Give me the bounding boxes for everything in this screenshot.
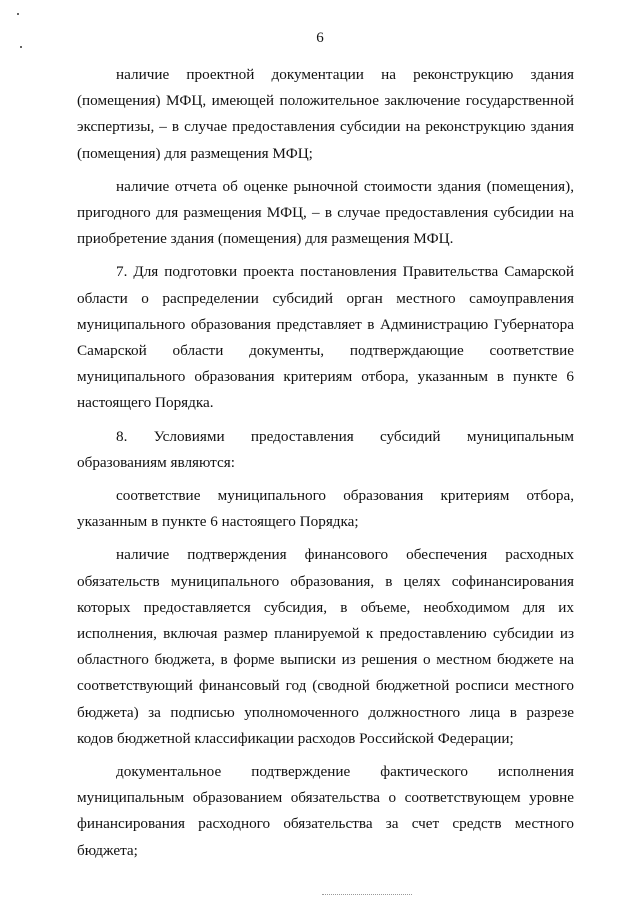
- paragraph-valuation-report: наличие отчета об оценке рыночной стоимости здания (помещения), пригодного для размещения МФЦ, – в случае предоставления субсидии на приобретение здания (помещения) для размещения МФЦ.: [77, 177, 574, 248]
- paragraph-item-8: 8. Условиями предоставления субсидий муниципальным образованиям являются:: [77, 427, 574, 471]
- scan-speck: [17, 13, 19, 15]
- paragraph-criteria-compliance: соответствие муниципального образования критериям отбора, указанным в пункте 6 настоящего Порядка;: [77, 487, 574, 531]
- scan-artifact-line: [322, 888, 412, 895]
- document-body: [77, 62, 574, 871]
- page-number: 6: [316, 30, 324, 46]
- paragraph-documentary-confirmation: документальное подтверждение фактического исполнения муниципальным образованием обязательства о соответствующем уровне финансирования расходного обязательства за счет средств местного бюджета;: [77, 763, 574, 859]
- paragraph-financial-confirmation: наличие подтверждения финансового обеспечения расходных обязательств муниципального образования, в целях софинансирования которых предоставляется субсидия, в объеме, необходимом для их исполнения, включая размер планируемой к предоставлению субсидии из областного бюджета, в форме выписки из решения о местном бюджете на соответствующий финансовый год (сводной бюджетной росписи местного бюджета) за подписью уполномоченного должностного лица в разрезе кодов бюджетной классификации расходов Российской Федерации;: [77, 546, 574, 747]
- paragraph-item-7: 7. Для подготовки проекта постановления Правительства Самарской области о распределении субсидий орган местного самоуправления муниципального образования представляет в Администрацию Губернатора Самарской области документы, подтверждающие соответствие муниципального образования критериям отбора, указанным в пункте 6 настоящего Порядка.: [77, 263, 574, 412]
- paragraph-project-documentation: наличие проектной документации на реконструкцию здания (помещения) МФЦ, имеющей положительное заключение государственной экспертизы, – в случае предоставления субсидии на реконструкцию здания (помещения) для размещения МФЦ;: [77, 66, 574, 162]
